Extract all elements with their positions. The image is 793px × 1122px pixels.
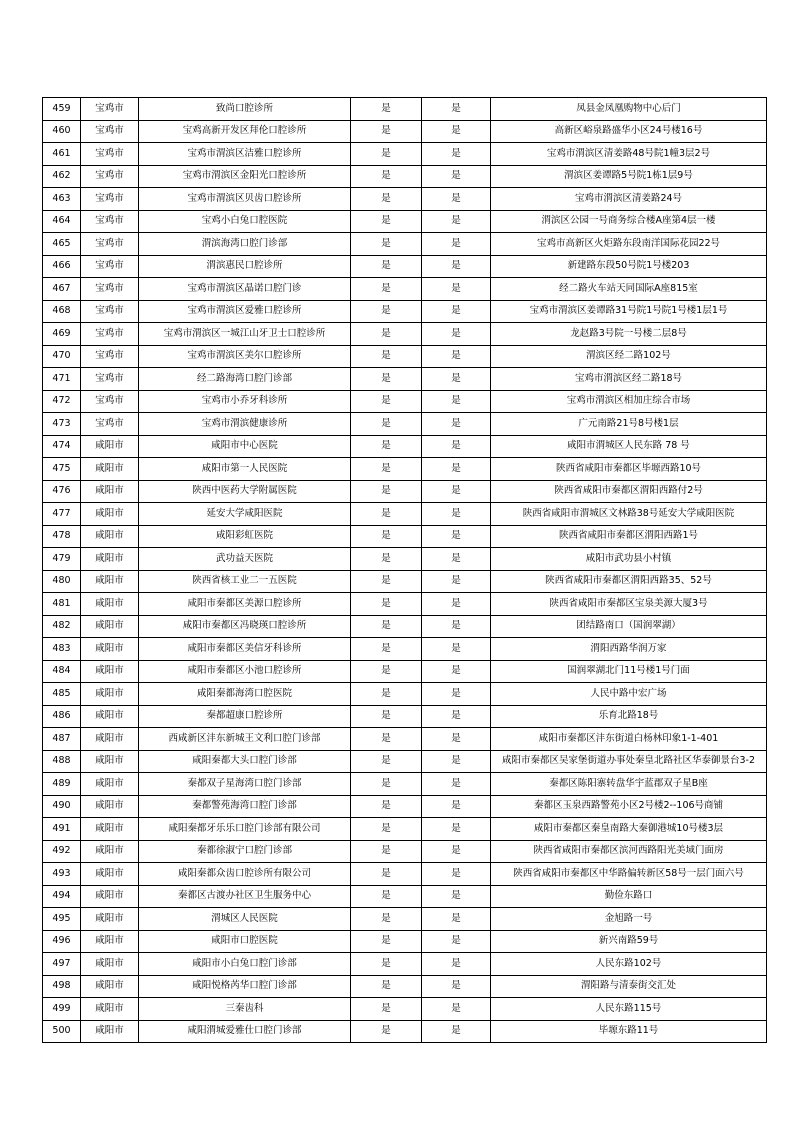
flag-a-cell: 是 xyxy=(351,773,422,796)
city-cell: 宝鸡市 xyxy=(81,368,139,391)
row-number-cell: 490 xyxy=(43,796,81,819)
flag-a-cell: 是 xyxy=(351,976,422,999)
address-cell: 金旭路一号 xyxy=(491,908,767,931)
row-number-cell: 500 xyxy=(43,1021,81,1044)
city-cell: 宝鸡市 xyxy=(81,346,139,369)
row-number-cell: 483 xyxy=(43,638,81,661)
institution-name-cell: 宝鸡市渭滨健康诊所 xyxy=(139,413,351,436)
institution-name-cell: 咸阳秦都大头口腔门诊部 xyxy=(139,751,351,774)
row-number-cell: 496 xyxy=(43,931,81,954)
address-cell: 毕塬东路11号 xyxy=(491,1021,767,1044)
institution-name-cell: 经二路海湾口腔门诊部 xyxy=(139,368,351,391)
institution-name-cell: 宝鸡市渭滨区一城江山牙卫士口腔诊所 xyxy=(139,323,351,346)
flag-b-cell: 是 xyxy=(422,301,491,324)
institution-name-cell: 咸阳市秦都区小池口腔诊所 xyxy=(139,661,351,684)
flag-a-cell: 是 xyxy=(351,233,422,256)
flag-b-cell: 是 xyxy=(422,953,491,976)
flag-a-cell: 是 xyxy=(351,143,422,166)
row-number-cell: 482 xyxy=(43,616,81,639)
address-cell: 国润翠湖北门11号楼1号门面 xyxy=(491,661,767,684)
address-cell: 渭滨区经二路102号 xyxy=(491,346,767,369)
city-cell: 宝鸡市 xyxy=(81,143,139,166)
address-cell: 人民中路中宏广场 xyxy=(491,683,767,706)
institution-name-cell: 咸阳秦都牙乐乐口腔门诊部有限公司 xyxy=(139,818,351,841)
city-cell: 宝鸡市 xyxy=(81,256,139,279)
flag-b-cell: 是 xyxy=(422,436,491,459)
row-number-cell: 479 xyxy=(43,548,81,571)
row-number-cell: 478 xyxy=(43,526,81,549)
city-cell: 咸阳市 xyxy=(81,728,139,751)
flag-a-cell: 是 xyxy=(351,481,422,504)
table-row xyxy=(43,931,767,954)
city-cell: 咸阳市 xyxy=(81,436,139,459)
address-cell: 乐育北路18号 xyxy=(491,706,767,729)
institution-name-cell: 咸阳市小白兔口腔门诊部 xyxy=(139,953,351,976)
institution-name-cell: 秦都警苑海湾口腔门诊部 xyxy=(139,796,351,819)
table-row xyxy=(43,998,767,1021)
city-cell: 咸阳市 xyxy=(81,481,139,504)
flag-a-cell: 是 xyxy=(351,166,422,189)
city-cell: 宝鸡市 xyxy=(81,278,139,301)
flag-b-cell: 是 xyxy=(422,458,491,481)
address-cell: 渭阳路与清泰街交汇处 xyxy=(491,976,767,999)
table-row xyxy=(43,458,767,481)
clinic-table xyxy=(42,97,767,1043)
address-cell: 秦都区玉泉西路警苑小区2号楼2--106号商铺 xyxy=(491,796,767,819)
flag-b-cell: 是 xyxy=(422,368,491,391)
row-number-cell: 460 xyxy=(43,121,81,144)
row-number-cell: 463 xyxy=(43,188,81,211)
flag-a-cell: 是 xyxy=(351,278,422,301)
city-cell: 咸阳市 xyxy=(81,863,139,886)
flag-a-cell: 是 xyxy=(351,301,422,324)
table-row xyxy=(43,818,767,841)
address-cell: 宝鸡市渭滨区经二路18号 xyxy=(491,368,767,391)
row-number-cell: 480 xyxy=(43,571,81,594)
row-number-cell: 498 xyxy=(43,976,81,999)
flag-a-cell: 是 xyxy=(351,841,422,864)
table-row xyxy=(43,908,767,931)
flag-b-cell: 是 xyxy=(422,571,491,594)
institution-name-cell: 渭滨惠民口腔诊所 xyxy=(139,256,351,279)
flag-b-cell: 是 xyxy=(422,481,491,504)
row-number-cell: 470 xyxy=(43,346,81,369)
institution-name-cell: 武功益天医院 xyxy=(139,548,351,571)
table-row xyxy=(43,278,767,301)
flag-b-cell: 是 xyxy=(422,98,491,121)
table-row xyxy=(43,616,767,639)
city-cell: 咸阳市 xyxy=(81,661,139,684)
institution-name-cell: 咸阳市秦都区美源口腔诊所 xyxy=(139,593,351,616)
flag-b-cell: 是 xyxy=(422,211,491,234)
table-row xyxy=(43,863,767,886)
city-cell: 咸阳市 xyxy=(81,953,139,976)
address-cell: 广元南路21号8号楼1层 xyxy=(491,413,767,436)
institution-name-cell: 秦都双子星海湾口腔门诊部 xyxy=(139,773,351,796)
table-row xyxy=(43,346,767,369)
address-cell: 咸阳市秦都区秦皇南路大秦御港城10号楼3层 xyxy=(491,818,767,841)
address-cell: 咸阳市秦都区沣东街道白杨林印象1-1-401 xyxy=(491,728,767,751)
row-number-cell: 473 xyxy=(43,413,81,436)
city-cell: 咸阳市 xyxy=(81,976,139,999)
table-row xyxy=(43,773,767,796)
address-cell: 团结路南口（国润翠湖） xyxy=(491,616,767,639)
address-cell: 陕西省咸阳市秦都区渭阳西路1号 xyxy=(491,526,767,549)
row-number-cell: 484 xyxy=(43,661,81,684)
flag-b-cell: 是 xyxy=(422,863,491,886)
table-row xyxy=(43,481,767,504)
address-cell: 凤县金凤凰购物中心后门 xyxy=(491,98,767,121)
city-cell: 咸阳市 xyxy=(81,818,139,841)
row-number-cell: 461 xyxy=(43,143,81,166)
flag-b-cell: 是 xyxy=(422,976,491,999)
address-cell: 人民东路115号 xyxy=(491,998,767,1021)
table-row xyxy=(43,166,767,189)
table-row xyxy=(43,188,767,211)
city-cell: 宝鸡市 xyxy=(81,233,139,256)
table-row xyxy=(43,526,767,549)
table-row xyxy=(43,323,767,346)
city-cell: 咸阳市 xyxy=(81,706,139,729)
city-cell: 宝鸡市 xyxy=(81,188,139,211)
city-cell: 咸阳市 xyxy=(81,751,139,774)
table-row xyxy=(43,436,767,459)
institution-name-cell: 咸阳市中心医院 xyxy=(139,436,351,459)
flag-b-cell: 是 xyxy=(422,413,491,436)
institution-name-cell: 陕西省核工业二一五医院 xyxy=(139,571,351,594)
flag-b-cell: 是 xyxy=(422,908,491,931)
address-cell: 渭阳西路华润万家 xyxy=(491,638,767,661)
flag-b-cell: 是 xyxy=(422,661,491,684)
flag-b-cell: 是 xyxy=(422,143,491,166)
institution-name-cell: 宝鸡市渭滨区金阳光口腔诊所 xyxy=(139,166,351,189)
institution-name-cell: 咸阳渭城爱雅仕口腔门诊部 xyxy=(139,1021,351,1044)
address-cell: 人民东路102号 xyxy=(491,953,767,976)
city-cell: 宝鸡市 xyxy=(81,391,139,414)
flag-b-cell: 是 xyxy=(422,233,491,256)
flag-a-cell: 是 xyxy=(351,638,422,661)
address-cell: 陕西省咸阳市秦都区渭阳西路35、52号 xyxy=(491,571,767,594)
address-cell: 陕西省咸阳市秦都区中华路偏转新区58号一层门面六号 xyxy=(491,863,767,886)
flag-b-cell: 是 xyxy=(422,751,491,774)
institution-name-cell: 三秦齿科 xyxy=(139,998,351,1021)
institution-name-cell: 咸阳市秦都区冯晓瑛口腔诊所 xyxy=(139,616,351,639)
flag-a-cell: 是 xyxy=(351,503,422,526)
flag-b-cell: 是 xyxy=(422,256,491,279)
address-cell: 陕西省咸阳市渭城区文林路38号延安大学咸阳医院 xyxy=(491,503,767,526)
city-cell: 宝鸡市 xyxy=(81,413,139,436)
flag-a-cell: 是 xyxy=(351,98,422,121)
flag-b-cell: 是 xyxy=(422,1021,491,1044)
table-row xyxy=(43,233,767,256)
address-cell: 咸阳市渭城区人民东路 78 号 xyxy=(491,436,767,459)
institution-name-cell: 延安大学咸阳医院 xyxy=(139,503,351,526)
flag-b-cell: 是 xyxy=(422,886,491,909)
city-cell: 咸阳市 xyxy=(81,773,139,796)
city-cell: 宝鸡市 xyxy=(81,121,139,144)
table-row xyxy=(43,143,767,166)
table-row xyxy=(43,706,767,729)
table-row xyxy=(43,728,767,751)
row-number-cell: 492 xyxy=(43,841,81,864)
flag-b-cell: 是 xyxy=(422,683,491,706)
city-cell: 咸阳市 xyxy=(81,886,139,909)
flag-a-cell: 是 xyxy=(351,458,422,481)
row-number-cell: 486 xyxy=(43,706,81,729)
flag-a-cell: 是 xyxy=(351,683,422,706)
institution-name-cell: 西咸新区沣东新城王文利口腔门诊部 xyxy=(139,728,351,751)
institution-name-cell: 宝鸡市渭滨区晶诺口腔门诊 xyxy=(139,278,351,301)
city-cell: 宝鸡市 xyxy=(81,211,139,234)
table-row xyxy=(43,976,767,999)
row-number-cell: 495 xyxy=(43,908,81,931)
address-cell: 咸阳市秦都区吴家堡街道办事处秦皇北路社区华泰御景台3-2 xyxy=(491,751,767,774)
flag-b-cell: 是 xyxy=(422,706,491,729)
flag-b-cell: 是 xyxy=(422,526,491,549)
flag-a-cell: 是 xyxy=(351,1021,422,1044)
institution-name-cell: 渭滨海湾口腔门诊部 xyxy=(139,233,351,256)
row-number-cell: 469 xyxy=(43,323,81,346)
row-number-cell: 472 xyxy=(43,391,81,414)
address-cell: 陕西省咸阳市秦都区渭阳西路付2号 xyxy=(491,481,767,504)
row-number-cell: 477 xyxy=(43,503,81,526)
flag-a-cell: 是 xyxy=(351,796,422,819)
institution-name-cell: 咸阳市口腔医院 xyxy=(139,931,351,954)
flag-a-cell: 是 xyxy=(351,953,422,976)
flag-a-cell: 是 xyxy=(351,593,422,616)
city-cell: 咸阳市 xyxy=(81,503,139,526)
flag-a-cell: 是 xyxy=(351,886,422,909)
table-row xyxy=(43,368,767,391)
address-cell: 宝鸡市渭滨区姜谭路31号院1号院1号楼1层1号 xyxy=(491,301,767,324)
city-cell: 咸阳市 xyxy=(81,796,139,819)
address-cell: 宝鸡市高新区火炬路东段南洋国际花园22号 xyxy=(491,233,767,256)
institution-name-cell: 致尚口腔诊所 xyxy=(139,98,351,121)
row-number-cell: 459 xyxy=(43,98,81,121)
flag-a-cell: 是 xyxy=(351,346,422,369)
flag-a-cell: 是 xyxy=(351,706,422,729)
row-number-cell: 489 xyxy=(43,773,81,796)
address-cell: 秦都区陈阳寨转盘华宇蓝郡双子星B座 xyxy=(491,773,767,796)
flag-b-cell: 是 xyxy=(422,188,491,211)
row-number-cell: 497 xyxy=(43,953,81,976)
flag-a-cell: 是 xyxy=(351,661,422,684)
address-cell: 宝鸡市渭滨区清姜路48号院1幢3层2号 xyxy=(491,143,767,166)
institution-name-cell: 咸阳市第一人民医院 xyxy=(139,458,351,481)
flag-a-cell: 是 xyxy=(351,368,422,391)
flag-a-cell: 是 xyxy=(351,391,422,414)
row-number-cell: 468 xyxy=(43,301,81,324)
table-row xyxy=(43,886,767,909)
city-cell: 咸阳市 xyxy=(81,571,139,594)
address-cell: 经二路火车站天同国际A座815室 xyxy=(491,278,767,301)
flag-a-cell: 是 xyxy=(351,323,422,346)
flag-a-cell: 是 xyxy=(351,548,422,571)
flag-b-cell: 是 xyxy=(422,503,491,526)
address-cell: 勤俭东路口 xyxy=(491,886,767,909)
city-cell: 咸阳市 xyxy=(81,458,139,481)
flag-a-cell: 是 xyxy=(351,998,422,1021)
flag-b-cell: 是 xyxy=(422,346,491,369)
row-number-cell: 476 xyxy=(43,481,81,504)
city-cell: 咸阳市 xyxy=(81,998,139,1021)
institution-name-cell: 秦都超康口腔诊所 xyxy=(139,706,351,729)
institution-name-cell: 宝鸡市渭滨区爱雅口腔诊所 xyxy=(139,301,351,324)
flag-b-cell: 是 xyxy=(422,166,491,189)
city-cell: 咸阳市 xyxy=(81,526,139,549)
institution-name-cell: 咸阳市秦都区美信牙科诊所 xyxy=(139,638,351,661)
institution-name-cell: 宝鸡市小乔牙科诊所 xyxy=(139,391,351,414)
row-number-cell: 494 xyxy=(43,886,81,909)
flag-a-cell: 是 xyxy=(351,908,422,931)
flag-a-cell: 是 xyxy=(351,818,422,841)
institution-name-cell: 陕西中医药大学附属医院 xyxy=(139,481,351,504)
flag-a-cell: 是 xyxy=(351,728,422,751)
flag-b-cell: 是 xyxy=(422,638,491,661)
table-row xyxy=(43,413,767,436)
institution-name-cell: 咸阳悦格芮华口腔门诊部 xyxy=(139,976,351,999)
flag-b-cell: 是 xyxy=(422,323,491,346)
table-row xyxy=(43,503,767,526)
institution-name-cell: 咸阳秦都众齿口腔诊所有限公司 xyxy=(139,863,351,886)
city-cell: 咸阳市 xyxy=(81,548,139,571)
flag-b-cell: 是 xyxy=(422,548,491,571)
address-cell: 陕西省咸阳市秦都区毕塬西路10号 xyxy=(491,458,767,481)
table-row xyxy=(43,301,767,324)
table-row xyxy=(43,548,767,571)
flag-a-cell: 是 xyxy=(351,571,422,594)
city-cell: 咸阳市 xyxy=(81,841,139,864)
table-row xyxy=(43,1021,767,1044)
table-row xyxy=(43,121,767,144)
address-cell: 高新区峪泉路盛华小区24号楼16号 xyxy=(491,121,767,144)
flag-b-cell: 是 xyxy=(422,391,491,414)
flag-a-cell: 是 xyxy=(351,436,422,459)
flag-b-cell: 是 xyxy=(422,931,491,954)
row-number-cell: 491 xyxy=(43,818,81,841)
institution-name-cell: 咸阳彩虹医院 xyxy=(139,526,351,549)
flag-a-cell: 是 xyxy=(351,616,422,639)
row-number-cell: 471 xyxy=(43,368,81,391)
flag-b-cell: 是 xyxy=(422,998,491,1021)
flag-a-cell: 是 xyxy=(351,256,422,279)
flag-a-cell: 是 xyxy=(351,931,422,954)
flag-a-cell: 是 xyxy=(351,413,422,436)
row-number-cell: 475 xyxy=(43,458,81,481)
address-cell: 渭滨区姜谭路5号院1栋1层9号 xyxy=(491,166,767,189)
institution-name-cell: 宝鸡小白兔口腔医院 xyxy=(139,211,351,234)
flag-b-cell: 是 xyxy=(422,841,491,864)
flag-b-cell: 是 xyxy=(422,728,491,751)
row-number-cell: 464 xyxy=(43,211,81,234)
flag-a-cell: 是 xyxy=(351,526,422,549)
city-cell: 咸阳市 xyxy=(81,638,139,661)
city-cell: 宝鸡市 xyxy=(81,301,139,324)
table-row xyxy=(43,211,767,234)
institution-name-cell: 宝鸡市渭滨区洁雅口腔诊所 xyxy=(139,143,351,166)
institution-name-cell: 渭城区人民医院 xyxy=(139,908,351,931)
table-row xyxy=(43,841,767,864)
table-row xyxy=(43,391,767,414)
city-cell: 宝鸡市 xyxy=(81,98,139,121)
row-number-cell: 488 xyxy=(43,751,81,774)
city-cell: 咸阳市 xyxy=(81,1021,139,1044)
row-number-cell: 467 xyxy=(43,278,81,301)
address-cell: 陕西省咸阳市秦都区宝泉美源大厦3号 xyxy=(491,593,767,616)
address-cell: 新兴南路59号 xyxy=(491,931,767,954)
row-number-cell: 493 xyxy=(43,863,81,886)
address-cell: 宝鸡市渭滨区清姜路24号 xyxy=(491,188,767,211)
city-cell: 咸阳市 xyxy=(81,908,139,931)
flag-b-cell: 是 xyxy=(422,121,491,144)
city-cell: 咸阳市 xyxy=(81,931,139,954)
institution-name-cell: 咸阳秦都海湾口腔医院 xyxy=(139,683,351,706)
city-cell: 宝鸡市 xyxy=(81,323,139,346)
city-cell: 宝鸡市 xyxy=(81,166,139,189)
flag-a-cell: 是 xyxy=(351,211,422,234)
address-cell: 陕西省咸阳市秦都区滨河西路阳光美域门面房 xyxy=(491,841,767,864)
row-number-cell: 487 xyxy=(43,728,81,751)
row-number-cell: 485 xyxy=(43,683,81,706)
table-row xyxy=(43,638,767,661)
table-row xyxy=(43,571,767,594)
city-cell: 咸阳市 xyxy=(81,616,139,639)
address-cell: 渭滨区公园一号商务综合楼A座第4层一楼 xyxy=(491,211,767,234)
table-row xyxy=(43,593,767,616)
address-cell: 咸阳市武功县小村镇 xyxy=(491,548,767,571)
flag-a-cell: 是 xyxy=(351,121,422,144)
flag-b-cell: 是 xyxy=(422,796,491,819)
flag-a-cell: 是 xyxy=(351,863,422,886)
row-number-cell: 466 xyxy=(43,256,81,279)
table-row xyxy=(43,683,767,706)
flag-b-cell: 是 xyxy=(422,593,491,616)
row-number-cell: 499 xyxy=(43,998,81,1021)
flag-b-cell: 是 xyxy=(422,773,491,796)
city-cell: 咸阳市 xyxy=(81,683,139,706)
flag-a-cell: 是 xyxy=(351,751,422,774)
institution-name-cell: 秦都徐淑宁口腔门诊部 xyxy=(139,841,351,864)
table-row xyxy=(43,751,767,774)
table-row xyxy=(43,661,767,684)
flag-b-cell: 是 xyxy=(422,278,491,301)
flag-b-cell: 是 xyxy=(422,818,491,841)
table-row xyxy=(43,98,767,121)
table-row xyxy=(43,953,767,976)
flag-a-cell: 是 xyxy=(351,188,422,211)
institution-name-cell: 秦都区古渡办社区卫生服务中心 xyxy=(139,886,351,909)
row-number-cell: 465 xyxy=(43,233,81,256)
address-cell: 龙赵路3号院一号楼二层8号 xyxy=(491,323,767,346)
institution-name-cell: 宝鸡高新开发区拜伦口腔诊所 xyxy=(139,121,351,144)
address-cell: 新建路东段50号院1号楼203 xyxy=(491,256,767,279)
city-cell: 咸阳市 xyxy=(81,593,139,616)
institution-name-cell: 宝鸡市渭滨区美尔口腔诊所 xyxy=(139,346,351,369)
table-row xyxy=(43,256,767,279)
address-cell: 宝鸡市渭滨区相加庄综合市场 xyxy=(491,391,767,414)
table-row xyxy=(43,796,767,819)
flag-b-cell: 是 xyxy=(422,616,491,639)
row-number-cell: 474 xyxy=(43,436,81,459)
institution-name-cell: 宝鸡市渭滨区贝齿口腔诊所 xyxy=(139,188,351,211)
row-number-cell: 481 xyxy=(43,593,81,616)
row-number-cell: 462 xyxy=(43,166,81,189)
